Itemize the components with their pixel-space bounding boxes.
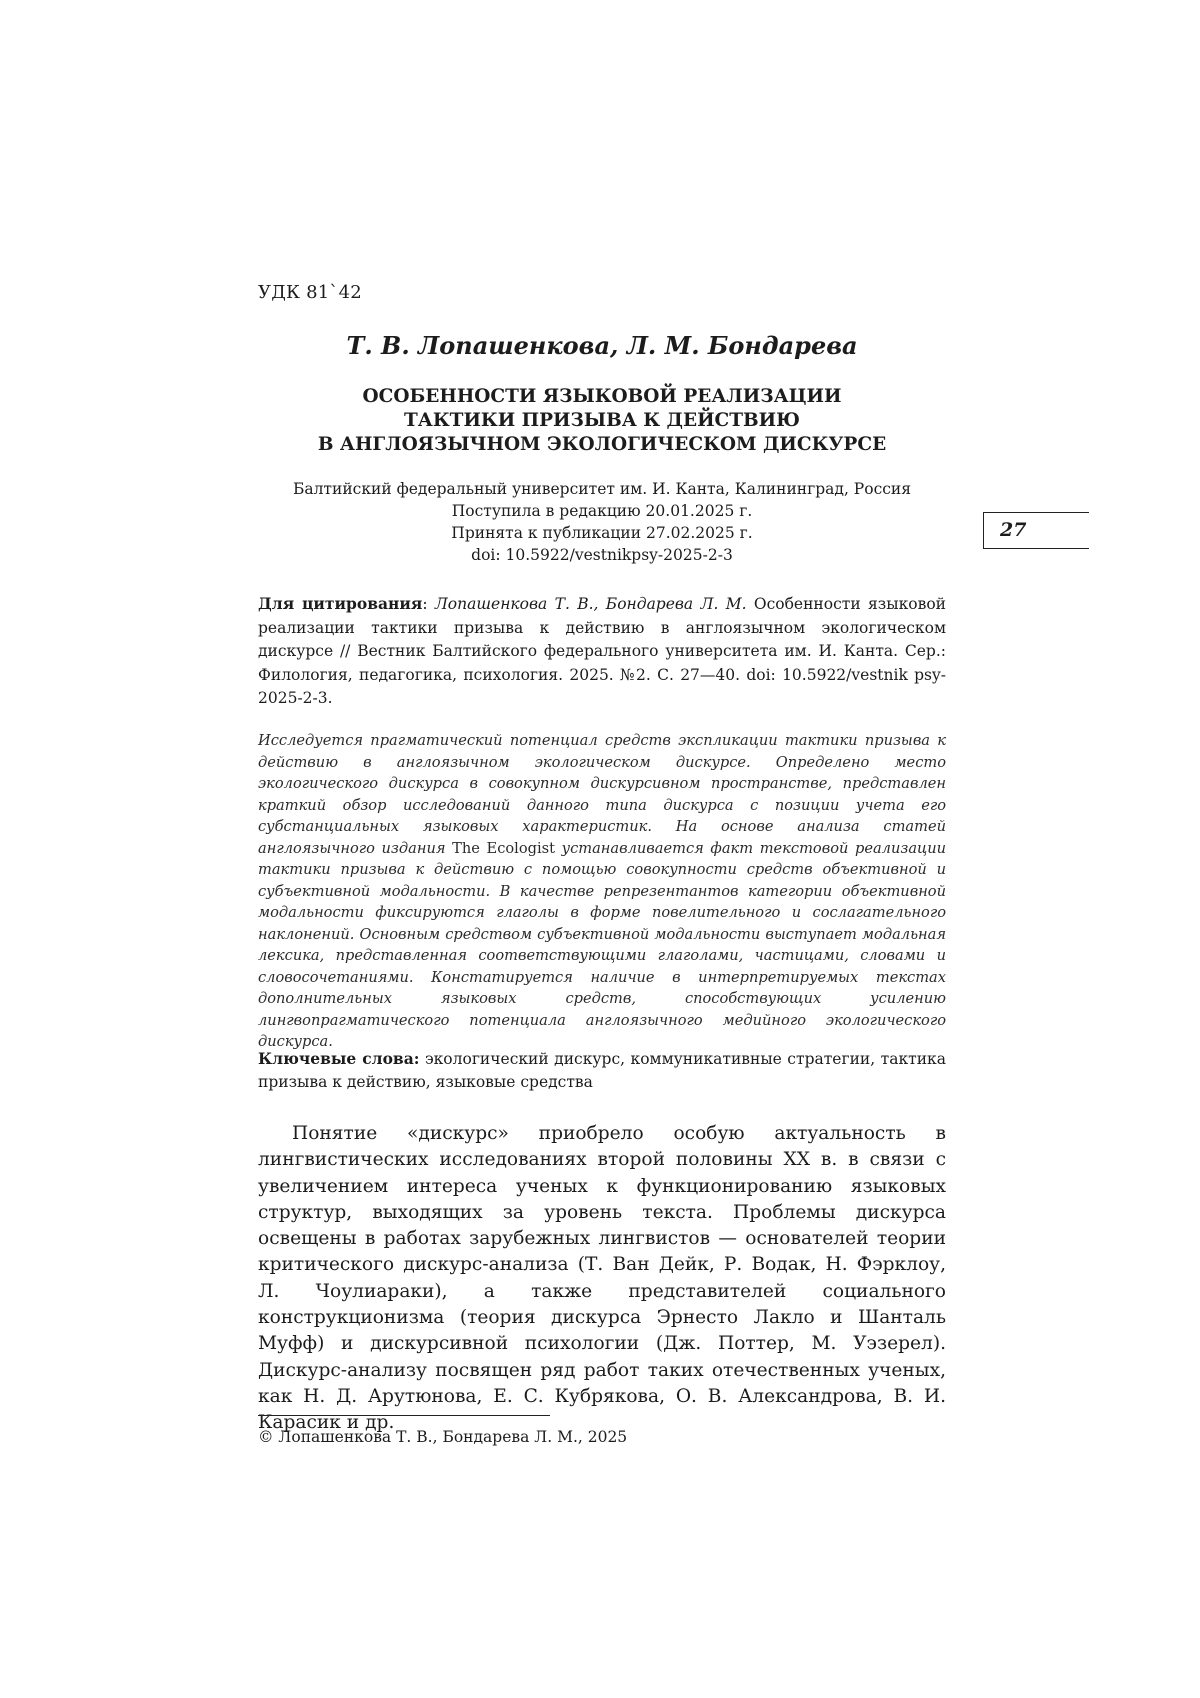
affiliation-university: Балтийский федеральный университет им. И. Канта, Калининград, Россия [292, 480, 912, 498]
citation-block: Для цитирования: Лопашенкова Т. В., Бондарева Л. М. Особенности языковой реализации тактики призыва к действию в англоязычном экологическом дискурсе // Вестник Балтийского федерального университета им. И. Канта. Сер.: Филология, педагогика, психология. 2025. №2. С. 27—40. doi: 10.5922/vestnik psy-2025-2-3. [258, 594, 946, 707]
accepted-date: Принята к публикации 27.02.2025 г. [451, 524, 753, 542]
abstract-part-1: Исследуется прагматический потенциал средств экспликации тактики призыва к действию в англоязычном экологическом дискурсе. Определено место экологического дискурса в совокупном дискурсивном пространстве, представлен краткий обзор исследований данного типа дискурса с позиции учета его субстанциальных языковых характеристик. На основе анализа статей англоязычного издания [258, 732, 946, 857]
abstract-publication: The Ecologist [452, 839, 555, 857]
citation-authors: Лопашенкова Т. В., Бондарева Л. М. [434, 595, 747, 613]
abstract-part-2: устанавливается факт текстовой реализации тактики призыва к действию с помощью совокупности средств объективной и субъективной модальности. В качестве репрезентантов категории объективной модальности фиксируются глаголы в форме повелительного и сослагательного наклонений. Основным средством субъективной модальности выступает модальная лексика, представленная соответствующими глаголами, частицами, словами и словосочетаниями. Констатируется наличие в интерпретируемых текстах дополнительных языковых средств, способствующих усилению лингвопрагматического потенциала англоязычного медийного экологического дискурса. [258, 839, 947, 1050]
doi: doi: 10.5922/vestnikpsy-2025-2-3 [471, 546, 733, 564]
citation-label: Для цитирования [258, 594, 423, 613]
body-paragraph: Понятие «дискурс» приобрело особую актуальность в лингвистических исследованиях второй половины XX в. в связи с увеличением интереса ученых к функционированию языковых структур, выходящих за уровень текста. Проблемы дискурса освещены в работах зарубежных лингвистов — основателей теории критического дискурс-анализа (Т. Ван Дейк, Р. Водак, Н. Фэрклоу, Л. Чоулиараки), а также представителей социального конструкционизма (теория дискурса Эрнесто Лакло и Шанталь Муфф) и дискурсивной психологии (Дж. Поттер, М. Уэзерел). Дискурс-анализу посвящен ряд работ таких отечественных ученых, как Н. Д. Арутюнова, Е. С. Кубрякова, О. В. Александрова, В. И. Карасик и др. [258, 1123, 946, 1434]
footnote-divider [258, 1415, 550, 1416]
affiliation-block [258, 478, 946, 566]
citation-text: Особенности языковой реализации тактики призыва к действию в англоязычном экологическом дискурсе // Вестник Балтийского федерального университета им. И. Канта. Сер.: Филология, педагогика, психология. 2025. №2. С. 27—40. doi: 10.5922/vestnik psy-2025-2-3. [258, 595, 946, 707]
keywords-block [258, 1047, 946, 1094]
article-title [258, 385, 946, 457]
title-line-1: ОСОБЕННОСТИ ЯЗЫКОВОЙ РЕАЛИЗАЦИИ [362, 386, 842, 407]
abstract [258, 730, 946, 1053]
udk-code: УДК 81`42 [258, 282, 362, 303]
received-date: Поступила в редакцию 20.01.2025 г. [451, 502, 753, 520]
page-number-tab [983, 512, 1089, 549]
page-number: 27 [1000, 519, 1027, 541]
keywords-text: экологический дискурс, коммуникативные стратегии, тактика призыва к действию, языковые средства [258, 1050, 946, 1091]
title-line-2: ТАКТИКИ ПРИЗЫВА К ДЕЙСТВИЮ [404, 410, 800, 431]
keywords-label: Ключевые слова: [258, 1049, 420, 1068]
copyright-notice: © Лопашенкова Т. В., Бондарева Л. М., 2025 [258, 1428, 628, 1446]
title-line-3: В АНГЛОЯЗЫЧНОМ ЭКОЛОГИЧЕСКОМ ДИСКУРСЕ [317, 434, 887, 455]
article-authors: Т. В. Лопашенкова, Л. М. Бондарева [346, 331, 858, 360]
